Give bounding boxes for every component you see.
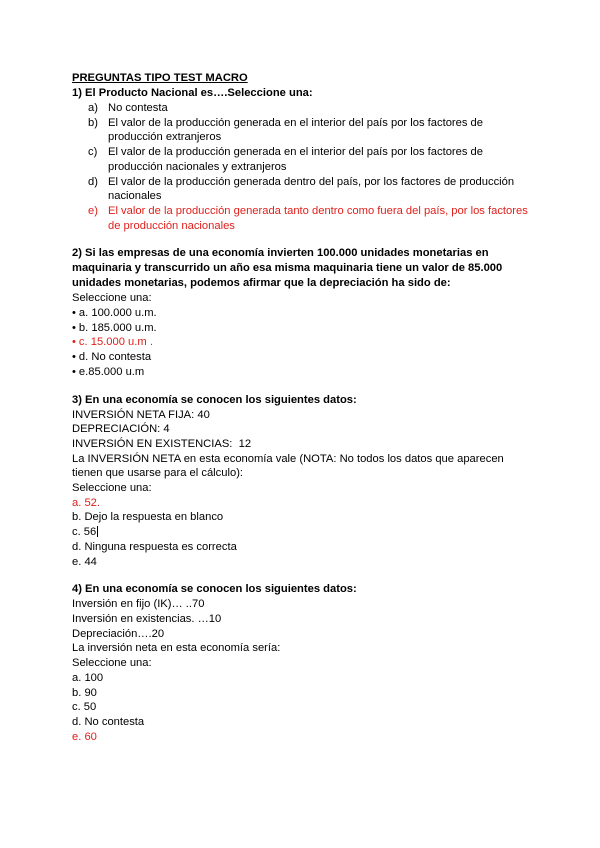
q3-option-b: b. Dejo la respuesta en blanco	[72, 511, 224, 524]
q1-option-a-text: No contesta	[108, 102, 168, 114]
question-4-prompt: Seleccione una:	[72, 657, 152, 670]
question-1-options	[72, 101, 542, 233]
question-2-prompt: Seleccione una:	[72, 292, 152, 305]
q3-option-c	[72, 525, 542, 540]
q4-option-b: b. 90	[72, 686, 97, 699]
q1-option-c	[72, 145, 542, 174]
q2-option-c-correct: • c. 15.000 u.m .	[72, 335, 542, 350]
q3-data-depreciacion: DEPRECIACIÓN: 4	[72, 423, 170, 436]
q1-option-b-line2: producción extranjeros	[108, 131, 222, 144]
question-4	[72, 582, 542, 744]
q4-question: La inversión neta en esta economía sería:	[72, 642, 281, 655]
q1-option-d	[72, 175, 542, 204]
q1-option-c-line1: El valor de la producción generada en el interior del país por los factores de	[108, 146, 484, 159]
q3-option-a-correct: a. 52.	[72, 496, 100, 509]
q4-option-d: d. No contesta	[72, 715, 145, 728]
question-2-title-line3: unidades monetarias, podemos afirmar que la depreciación ha sido de:	[72, 277, 451, 290]
q4-data-depreciacion: Depreciación….20	[72, 627, 165, 640]
q1-option-c-mark: c)	[88, 146, 98, 159]
question-3-title: 3) En una economía se conocen los siguientes datos:	[72, 393, 357, 406]
q4-option-c: c. 50	[72, 701, 97, 714]
q2-option-a: • a. 100.000 u.m.	[72, 306, 542, 321]
q1-option-c-line2: producción nacionales y extranjeros	[108, 160, 287, 173]
q4-data-inversion-fijo: Inversión en fijo (IK)… ..70	[72, 598, 205, 611]
q3-option-e: e. 44	[72, 555, 97, 568]
q1-option-a-mark: a)	[88, 102, 98, 114]
question-2-title-line1: 2) Si las empresas de una economía invierten 100.000 unidades monetarias en	[72, 247, 489, 260]
page-title: PREGUNTAS TIPO TEST MACRO	[72, 72, 248, 84]
q4-option-a: a. 100	[72, 671, 104, 684]
q2-option-d: • d. No contesta	[72, 350, 542, 365]
q1-option-e-line2: de producción nacionales	[108, 219, 235, 232]
q1-option-a	[72, 101, 542, 116]
question-3	[72, 393, 542, 570]
question-1-title: 1) El Producto Nacional es….Seleccione una:	[72, 87, 313, 99]
question-3-prompt: Seleccione una:	[72, 482, 152, 495]
text-cursor	[97, 526, 98, 537]
q4-data-inversion-existencias: Inversión en existencias. …10	[72, 612, 222, 625]
question-4-title: 4) En una economía se conocen los siguientes datos:	[72, 583, 357, 596]
q1-option-d-line1: El valor de la producción generada dentro del país, por los factores de producción	[108, 175, 515, 188]
document-page	[72, 71, 542, 744]
q3-data-inversion-existencias: INVERSIÓN EN EXISTENCIAS: 12	[72, 437, 252, 450]
question-1	[72, 86, 542, 233]
q1-option-d-line2: nacionales	[108, 190, 162, 203]
q4-option-e-correct: e. 60	[72, 730, 97, 743]
q1-option-b-line1: El valor de la producción generada en el interior del país por los factores de	[108, 116, 484, 129]
q3-question-line1: La INVERSIÓN NETA en esta economía vale (NOTA: No todos los datos que aparecen	[72, 452, 504, 465]
q3-question-line2: tienen que usarse para el cálculo):	[72, 467, 244, 480]
q3-option-d: d. Ninguna respuesta es correcta	[72, 540, 237, 553]
q1-option-e-correct	[72, 204, 542, 233]
q2-option-e: • e.85.000 u.m	[72, 365, 542, 380]
q1-option-b	[72, 116, 542, 145]
q1-option-e-mark: e)	[88, 204, 98, 217]
question-2	[72, 246, 542, 379]
q1-option-e-line1: El valor de la producción generada tanto dentro como fuera del país, por los factores	[108, 204, 528, 217]
q1-option-b-mark: b)	[88, 116, 98, 129]
q2-option-b: • b. 185.000 u.m.	[72, 321, 542, 336]
q3-data-inversion-neta-fija: INVERSIÓN NETA FIJA: 40	[72, 408, 210, 421]
question-2-title-line2: maquinaria y transcurrido un año esa misma maquinaria tiene un valor de 85.000	[72, 262, 503, 275]
q1-option-d-mark: d)	[88, 175, 98, 188]
q3-option-c-text: c. 56	[72, 526, 97, 539]
